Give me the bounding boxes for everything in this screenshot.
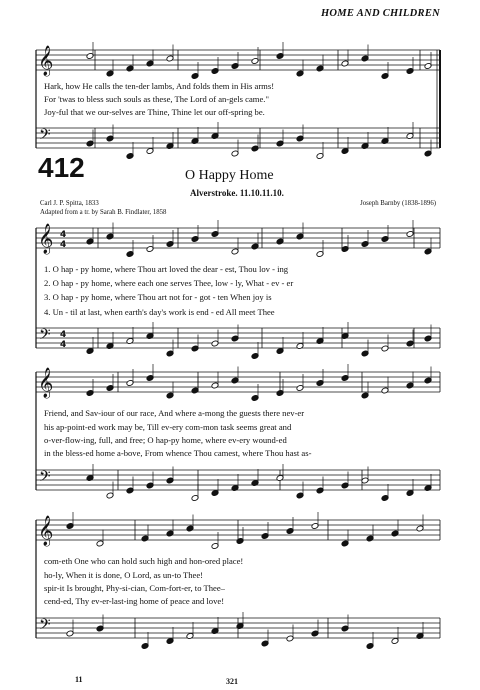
hymn-title: O Happy Home [185,168,274,183]
section-header: HOME AND CHILDREN [320,8,440,19]
lyric-s1-v2: 2. O hap - py home, where each one serves Thee, low - ly, What - ev - er [44,278,294,288]
treble-clef-0: 𝄞 [38,46,54,76]
tune-name: Alverstroke. 11.10.11.10. [190,188,284,198]
lyric-s2-v4: in the bless-ed home a-bove, From whence Thou camest, where Thou hast as- [44,448,312,458]
lyric-s3-v1: com-eth One who can hold such high and hon-ored place! [44,556,244,566]
bass-clef-1: 𝄢 [39,326,51,347]
treble-clef-3: 𝄞 [38,516,54,546]
prev-hymn-lyric-3: Joy-ful that we our-selves are Thine, Thine let our off-spring be. [44,107,265,117]
composer-credit: Joseph Barnby (1838-1896) [360,200,436,207]
lyric-s2-v2: his ap-point-ed work may be, Till ev-ery com-mon task seems great and [44,422,292,432]
lyric-s2-v1: Friend, and Sav-iour of our race, And where a-mong the guests there nev-er [44,408,305,418]
lyric-s2-v3: o-ver-flow-ing, full, and free; O hap-py home, where ev-ery wound-ed [44,435,287,445]
prev-hymn-lyric-1: Hark, how He calls the ten-der lambs, And folds them in His arms! [44,81,275,91]
lyric-s3-v3: spir-it Is brought, Phy-si-cian, Com-fort-er, to Thee– [44,583,225,593]
lyric-s3-v4: cend-ed, Thy ev-er-last-ing home of peace and love! [44,596,225,606]
lyric-s1-v4: 4. Un - til at last, when earth's day's work is end - ed All meet Thee [44,307,275,317]
time-signature-bottom: 4 [60,240,67,250]
time-signature-bottom: 4 [60,340,67,350]
author-credit: Carl J. P. Spitta, 1833 [40,200,99,207]
footer-left-number: 11 [75,675,83,684]
prev-hymn-lyric-2: For 'twas to bless such souls as these, The Lord of an-gels came." [44,94,269,104]
bass-clef-3: 𝄢 [39,616,51,637]
bass-clef-2: 𝄢 [39,468,51,489]
page-number: 321 [226,677,238,686]
time-signature-top: 4 [60,230,67,240]
time-signature-top: 4 [60,330,67,340]
lyric-s1-v1: 1. O hap - py home, where Thou art loved the dear - est, Thou lov - ing [44,264,289,274]
treble-clef-2: 𝄞 [38,368,54,398]
lyric-s1-v3: 3. O hap - py home, where Thou art not for - got - ten When joy is [44,292,272,302]
treble-clef-1: 𝄞 [38,224,54,254]
bass-clef-0: 𝄢 [39,126,51,147]
lyric-s3-v2: ho-ly, When it is done, O Lord, as un-to Thee! [44,570,204,580]
translator-credit: Adapted from a tr. by Sarah B. Findlater, 1858 [40,209,167,216]
hymn-number: 412 [38,152,85,183]
